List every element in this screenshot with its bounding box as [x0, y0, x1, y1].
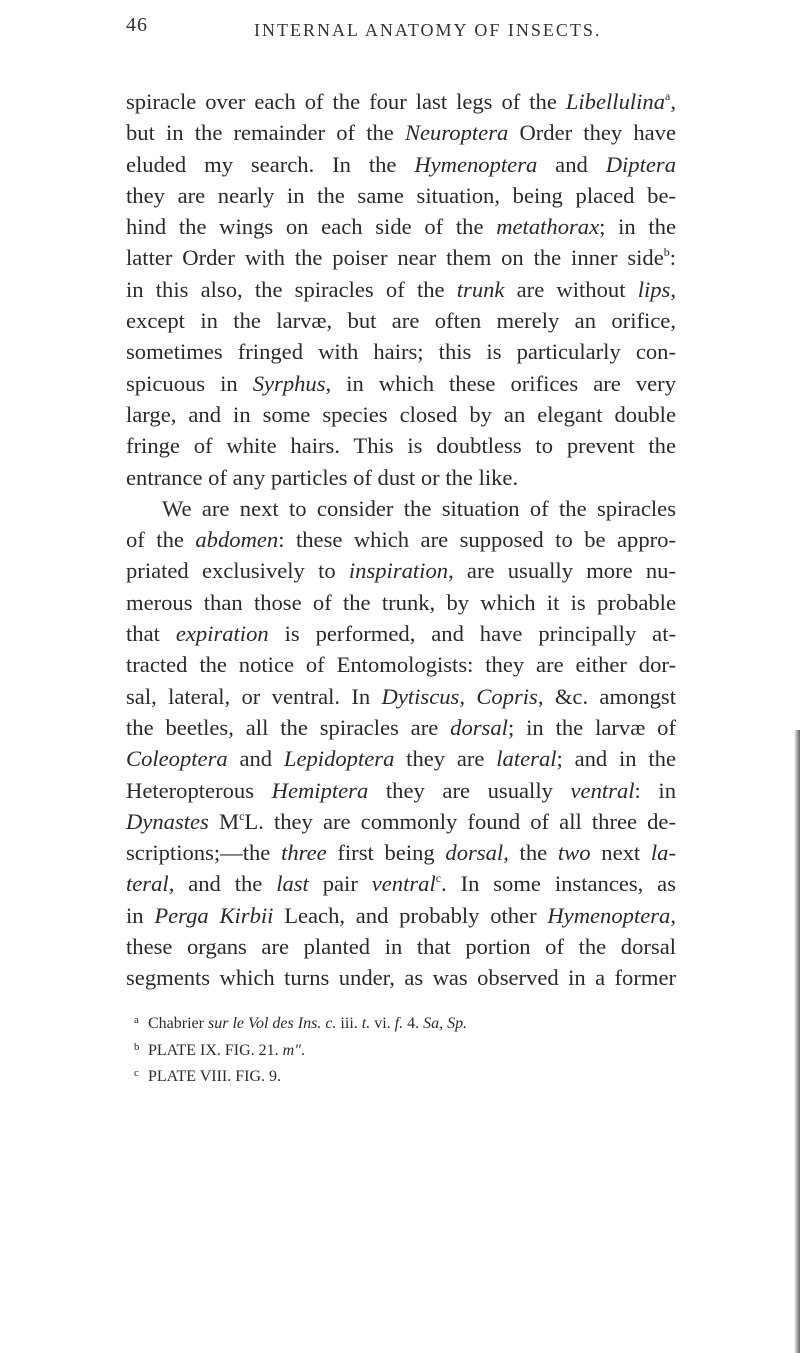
italic-text: Dytiscus, Copris — [381, 683, 538, 709]
text-run: Heteropterous — [126, 777, 272, 803]
text-run: fringe of white hairs. This is doubtless to prevent the — [126, 433, 676, 459]
text-run: ; and in the — [556, 746, 676, 772]
italic-text: dorsal — [450, 714, 508, 740]
italic-text: Diptera — [605, 151, 676, 177]
italic-text: f. — [394, 1015, 404, 1032]
text-line — [126, 900, 676, 931]
text-run: , — [670, 89, 676, 114]
text-run: tracted the notice of Entomologists: they are either dor- — [126, 652, 676, 678]
text-line — [126, 712, 676, 743]
text-line — [126, 775, 676, 806]
text-run: vi. — [370, 1015, 395, 1032]
text-run: PLATE VIII. FIG. 9. — [148, 1068, 282, 1085]
text-run: , — [670, 276, 676, 302]
italic-text: t. — [361, 1015, 371, 1032]
text-line — [126, 86, 676, 117]
italic-text: ventral — [371, 871, 436, 897]
footnote-marker: a — [134, 1014, 139, 1026]
footnote-reference: a — [665, 89, 671, 103]
text-line — [126, 180, 676, 211]
text-line — [126, 462, 676, 493]
text-run: . In some instances, as — [441, 871, 676, 897]
text-line — [126, 962, 676, 993]
text-line — [126, 743, 676, 774]
text-run: sal, lateral, or ventral. In — [126, 683, 382, 709]
text-line — [126, 305, 676, 336]
text-run: iii. — [336, 1015, 362, 1032]
text-run: are without — [504, 276, 638, 302]
footnote-reference: c — [239, 808, 245, 823]
text-line — [126, 149, 676, 180]
italic-text: la- — [650, 840, 676, 866]
footnote — [126, 1036, 646, 1063]
text-run: pair — [308, 871, 372, 897]
page-number: 46 — [126, 14, 148, 36]
text-run: first being — [326, 840, 446, 866]
text-line — [126, 493, 676, 524]
italic-text: Coleoptera — [126, 746, 228, 772]
text-run: Order they have — [508, 120, 676, 146]
text-run: entrance of any particles of dust or the like. — [126, 464, 519, 490]
text-run: , &c. amongst — [537, 683, 676, 709]
text-line — [126, 649, 676, 680]
text-line — [126, 117, 676, 148]
body-text — [126, 86, 676, 994]
text-run: merous than those of the trunk, by which it is probable — [126, 589, 676, 615]
text-line — [126, 681, 676, 712]
text-run: the beetles, all the spiracles are — [126, 714, 451, 740]
text-line — [126, 399, 676, 430]
text-run: spiracle over each of the four last legs of the — [126, 89, 566, 114]
text-run: latter Order with the poiser near them on the inner side — [126, 245, 664, 271]
italic-text: Syrphus — [252, 370, 326, 396]
footnote-marker: b — [134, 1040, 140, 1053]
text-run: in this also, the spiracles of the — [126, 276, 457, 302]
text-run: . — [300, 1041, 305, 1059]
text-run: , — [670, 902, 676, 928]
text-run: that — [126, 621, 176, 647]
text-run: M — [208, 808, 240, 834]
text-run: ; in the — [599, 214, 676, 240]
italic-text: three — [281, 840, 327, 866]
text-line — [126, 524, 676, 555]
text-run: Leach, and probably other — [273, 902, 548, 928]
text-run: : these which are supposed to be appro- — [278, 527, 676, 553]
italic-text: m" — [282, 1041, 301, 1059]
text-run: Chabrier — [148, 1015, 208, 1032]
text-run: of the — [126, 527, 196, 553]
footnotes — [126, 1009, 646, 1089]
italic-text: Hymenoptera — [547, 902, 671, 928]
text-run: large, and in some species closed by an elegant double — [126, 401, 676, 427]
text-run: is performed, and have principally at- — [268, 621, 677, 647]
italic-text: sur le Vol des Ins. c. — [207, 1015, 337, 1032]
italic-text: teral — [126, 871, 169, 897]
italic-text: Hymenoptera — [414, 151, 538, 177]
italic-text: Libellulina — [565, 89, 666, 114]
text-run: , and the — [168, 871, 277, 897]
text-run: they are nearly in the same situation, being placed be- — [126, 182, 676, 208]
text-run: they are — [394, 746, 497, 772]
text-run: We are next to consider the situation of the spiracles — [162, 495, 676, 521]
text-run: : — [669, 245, 676, 271]
text-run: hind the wings on each side of the — [126, 214, 497, 240]
text-line — [126, 336, 676, 367]
text-run: they are usually — [368, 777, 571, 803]
text-line — [126, 211, 676, 242]
text-line — [126, 242, 676, 273]
text-line — [126, 806, 676, 837]
text-run: : in — [634, 777, 677, 803]
text-line — [126, 931, 676, 962]
italic-text: ventral — [570, 777, 635, 803]
italic-text: Sa, Sp. — [423, 1015, 468, 1032]
italic-text: metathorax — [496, 214, 600, 240]
italic-text: inspiration — [348, 558, 449, 584]
page-header — [126, 14, 666, 46]
footnote — [126, 1009, 646, 1036]
text-line — [126, 368, 676, 399]
footnote-reference: c — [435, 871, 442, 886]
text-run: sometimes fringed with hairs; this is particularly con- — [126, 339, 676, 365]
footnote — [126, 1062, 646, 1089]
italic-text: expiration — [175, 621, 269, 647]
text-line — [126, 837, 676, 868]
text-run: segments which turns under, as was observed in a former — [126, 965, 676, 991]
text-run: and — [227, 746, 284, 772]
text-run: but in the remainder of the — [126, 120, 405, 146]
italic-text: lips — [637, 276, 671, 302]
text-run: eluded my search. In the — [126, 151, 415, 177]
text-run: , are usually more nu- — [448, 558, 676, 584]
italic-text: Hemiptera — [271, 777, 369, 803]
text-run: PLATE IX. FIG. 21. — [148, 1041, 283, 1059]
text-run: priated exclusively to — [126, 558, 349, 584]
text-run: in — [126, 902, 155, 928]
text-line — [126, 618, 676, 649]
text-run: L. they are commonly found of all three de- — [244, 808, 676, 834]
text-run: ; in the larvæ of — [507, 714, 676, 740]
text-line — [126, 555, 676, 586]
text-run: , the — [503, 840, 558, 866]
italic-text: last — [276, 871, 309, 897]
italic-text: lateral — [496, 746, 557, 772]
italic-text: Perga Kirbii — [154, 902, 274, 928]
text-line — [126, 274, 676, 305]
italic-text: dorsal — [445, 840, 504, 866]
text-line — [126, 430, 676, 461]
italic-text: Dynastes — [126, 808, 209, 834]
text-run: except in the larvæ, but are often merely an orifice, — [126, 308, 676, 334]
footnote-marker: c — [134, 1067, 139, 1079]
text-line — [126, 868, 676, 899]
italic-text: Lepidoptera — [283, 746, 395, 772]
footnote-reference: b — [663, 245, 670, 260]
running-head: INTERNAL ANATOMY OF INSECTS. — [254, 20, 602, 40]
text-run: scriptions;—the — [126, 840, 282, 866]
scan-edge-shadow — [794, 730, 800, 1353]
italic-text: two — [557, 840, 591, 866]
text-run: , in which these orifices are very — [325, 370, 676, 396]
text-line — [126, 587, 676, 618]
text-run: 4. — [403, 1015, 424, 1032]
text-run: spicuous in — [126, 370, 253, 396]
text-run: and — [537, 151, 606, 177]
text-run: these organs are planted in that portion of the dorsal — [126, 934, 676, 960]
italic-text: trunk — [456, 276, 505, 302]
italic-text: Neuroptera — [404, 120, 509, 146]
italic-text: abdomen — [195, 527, 279, 553]
text-run: next — [590, 840, 651, 866]
